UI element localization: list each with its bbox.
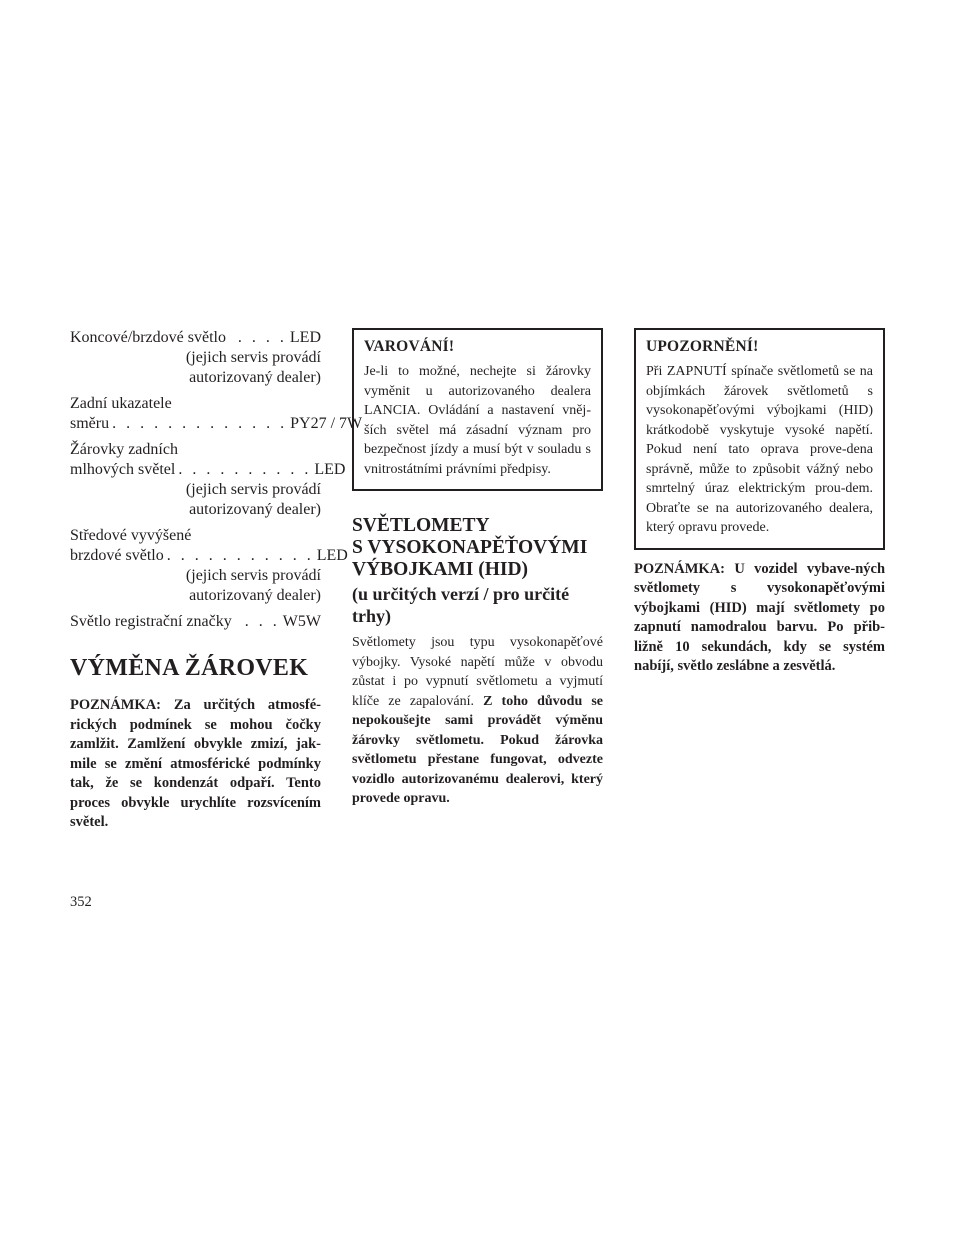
bulb-spec-list (70, 328, 363, 632)
hid-subtitle: (u určitých verzí / pro určité trhy) (352, 584, 570, 626)
spec-value: W5W (282, 613, 321, 630)
note-condensation (70, 696, 321, 833)
spec-service-note: autorizovaný dealer) (189, 501, 321, 518)
spec-name: mlhových světel (70, 461, 176, 478)
spec-row (70, 328, 321, 348)
hid-bold-text: Z toho důvodu se nepokoušejte sami provádět výměnu žárovky světlometu. Pokud žárovka světlometu přestane fungovat, odvezte vozidlo autorizovanému dealerovi, který provede opravu. (352, 693, 603, 806)
middle-column (352, 328, 603, 809)
spec-item (70, 526, 348, 606)
note-text: Za určitých atmosfé-rických podmínek se mohou čočky zamlžit. Zamlžení obvykle zmizí, jak-mile se změní atmosférické podmínky tak, že se kondenzát odpaří. Tento proces obvykle urychlíte rozsvícením světel. (70, 697, 322, 830)
spec-name-line (70, 394, 321, 414)
spec-name: Světlo registrační značky (70, 613, 232, 630)
spec-service-note: autorizovaný dealer) (189, 369, 321, 386)
spec-name: směru (70, 415, 110, 432)
spec-value: LED (316, 547, 348, 564)
hid-title-line: SVĚTLOMETY (352, 515, 490, 536)
spec-row (70, 546, 348, 566)
caution-box (634, 328, 885, 550)
spec-row (70, 414, 363, 434)
spec-leader-dots: . . . . (237, 329, 287, 346)
spec-row (70, 460, 346, 480)
spec-name: Zadní ukazatele (70, 395, 172, 412)
spec-service-note: (jejich servis provádí (185, 567, 321, 584)
spec-leader-dots: . . . . . . . . . . . . . (112, 415, 288, 432)
page-number: 352 (70, 894, 92, 910)
spec-row (70, 612, 321, 632)
note-label: POZNÁMKA: (70, 697, 162, 713)
spec-value: LED (289, 329, 321, 346)
spec-item (70, 394, 363, 434)
spec-name: brzdové světlo (70, 547, 164, 564)
spec-item (70, 440, 346, 520)
warning-box (352, 328, 603, 491)
right-column (634, 328, 885, 677)
note-label: POZNÁMKA: (634, 560, 726, 577)
spec-value: PY27 / 7W (290, 415, 363, 432)
spec-leader-dots: . . . . . . . . . . . (166, 547, 314, 564)
spec-value: LED (314, 461, 346, 478)
note-text: U vozidel vybave-ných světlomety s vysokonapěťovými výbojkami (HID) mají světlomety po zapnutí namodralou barvu. Po přib-ližně 10 sekundách, kdy se systém nabíjí, světlo zeslábne a zesvětlá. (634, 560, 886, 674)
hid-title-line: S VYSOKONAPĚŤOVÝMI (352, 537, 588, 558)
hid-title-line: VÝBOJKAMI (HID) (352, 559, 529, 580)
spec-leader-dots: . . . . . . . . . . (178, 461, 312, 478)
left-column (70, 328, 363, 833)
spec-service-note: autorizovaný dealer) (189, 587, 321, 604)
hid-body (352, 633, 603, 809)
spec-service-note: (jejich servis provádí (185, 481, 321, 498)
spec-name: Koncové/brzdové světlo (70, 329, 226, 346)
warning-title: VAROVÁNÍ! (364, 338, 455, 355)
warning-text: Je-li to možné, nechejte si žárovky vyměnit u autorizovaného dealera LANCIA. Ovládání a nastavení vněj-ších světel má zásadní význam pro bezpečnost jízdy a musí být v souladu s vnitrostátními právními předpisy. (364, 364, 591, 477)
hid-heading (352, 515, 603, 627)
spec-name-line (70, 440, 321, 460)
spec-item (70, 612, 321, 632)
section-title: VÝMĚNA ŽÁROVEK (70, 655, 309, 681)
spec-name: Středové vyvýšené (70, 527, 192, 544)
spec-leader-dots: . . . (244, 613, 280, 630)
spec-name: Žárovky zadních (70, 441, 178, 458)
spec-name-line (70, 526, 321, 546)
spec-item (70, 328, 321, 388)
caution-title: UPOZORNĚNÍ! (646, 338, 759, 355)
spec-service-note: (jejich servis provádí (185, 349, 321, 366)
caution-text: Při ZAPNUTÍ spínače světlometů se na objímkách žárovek světlometů s vysokonapěťovými výbojkami (HID) krátkodobě vyskytuje vysoké napětí. Pokud není tato oprava prove-dena správně, může to způsobit vážný nebo smrtelný úraz elektrickým prou-dem. Obraťte se na autorizovaného dealera, který opravu provede. (646, 364, 873, 535)
hid-text: Světlomety jsou typu vysokonapěťové výbojky. Vysoké napětí může v obvodu zůstat i po vypnutí světlometu a vyjmutí klíče ze zapalování. (352, 635, 603, 709)
note-hid-color (634, 560, 885, 677)
